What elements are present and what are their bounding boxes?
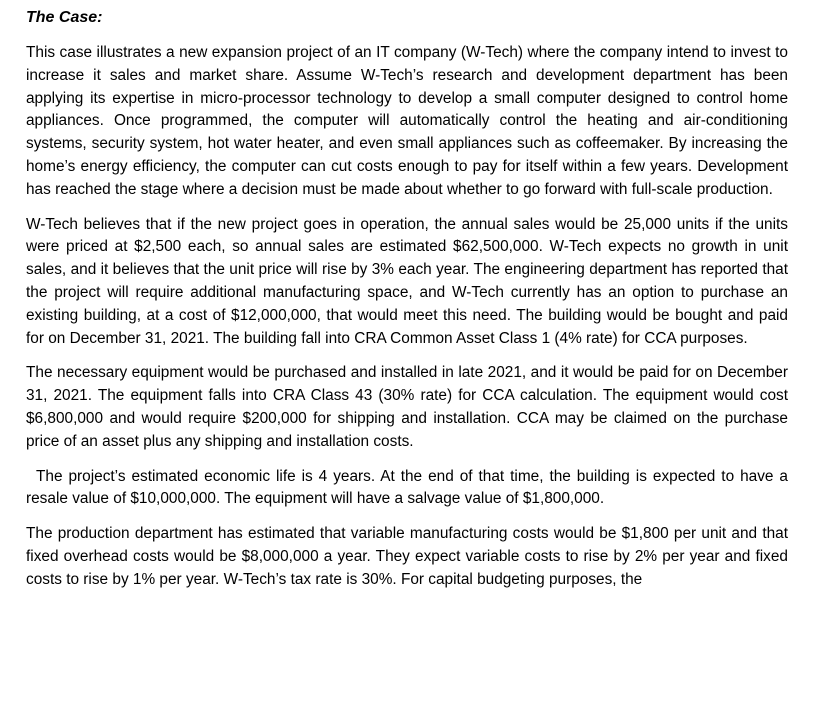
paragraph-sales-and-building: W-Tech believes that if the new project goes in operation, the annual sales would be 25,000 units if the units were priced at $2,500 each, so annual sales are estimated $62,500,000. W-Tech expects no growth in unit sales, and it believes that the unit price will rise by 3% each year. The engineering department has reported that the project will require additional manufacturing space, and W-Tech currently has an option to purchase an existing building, at a cost of $12,000,000, that would meet this need. The building would be bought and paid for on December 31, 2021. The building fall into CRA Common Asset Class 1 (4% rate) for CCA purposes. xyxy=(26,215,788,347)
paragraph-economic-life: The project’s estimated economic life is 4 years. At the end of that time, the building is expected to have a resale value of $10,000,000. The equipment will have a salvage value of $1,800,000. xyxy=(26,467,788,508)
paragraph-equipment: The necessary equipment would be purchased and installed in late 2021, and it would be paid for on December 31, 2021. The equipment falls into CRA Class 43 (30% rate) for CCA calculation. The equipment would cost $6,800,000 and would require $200,000 for shipping and installation. CCA may be claimed on the purchase price of an asset plus any shipping and installation costs. xyxy=(26,364,788,450)
paragraph-production-costs: The production department has estimated that variable manufacturing costs would be $1,800 per unit and that fixed overhead costs would be $8,000,000 a year. They expect variable costs to rise by 2% per year and fixed costs to rise by 1% per year. W-Tech’s tax rate is 30%. For capital budgeting purposes, the xyxy=(26,525,788,588)
document-page xyxy=(26,6,788,604)
paragraph-project-overview: This case illustrates a new expansion project of an IT company (W-Tech) where the company intend to invest to increase it sales and market share. Assume W-Tech’s research and development department has been applying its expertise in micro-processor technology to develop a small computer designed to control home appliances. Once programmed, the computer will automatically control the heating and air-conditioning systems, security system, hot water heater, and even small appliances such as coffeemaker. By increasing the home’s energy efficiency, the computer can cut costs enough to pay for itself within a few years. Development has reached the stage where a decision must be made about whether to go forward with full-scale production. xyxy=(26,44,788,198)
case-heading: The Case: xyxy=(26,9,103,26)
